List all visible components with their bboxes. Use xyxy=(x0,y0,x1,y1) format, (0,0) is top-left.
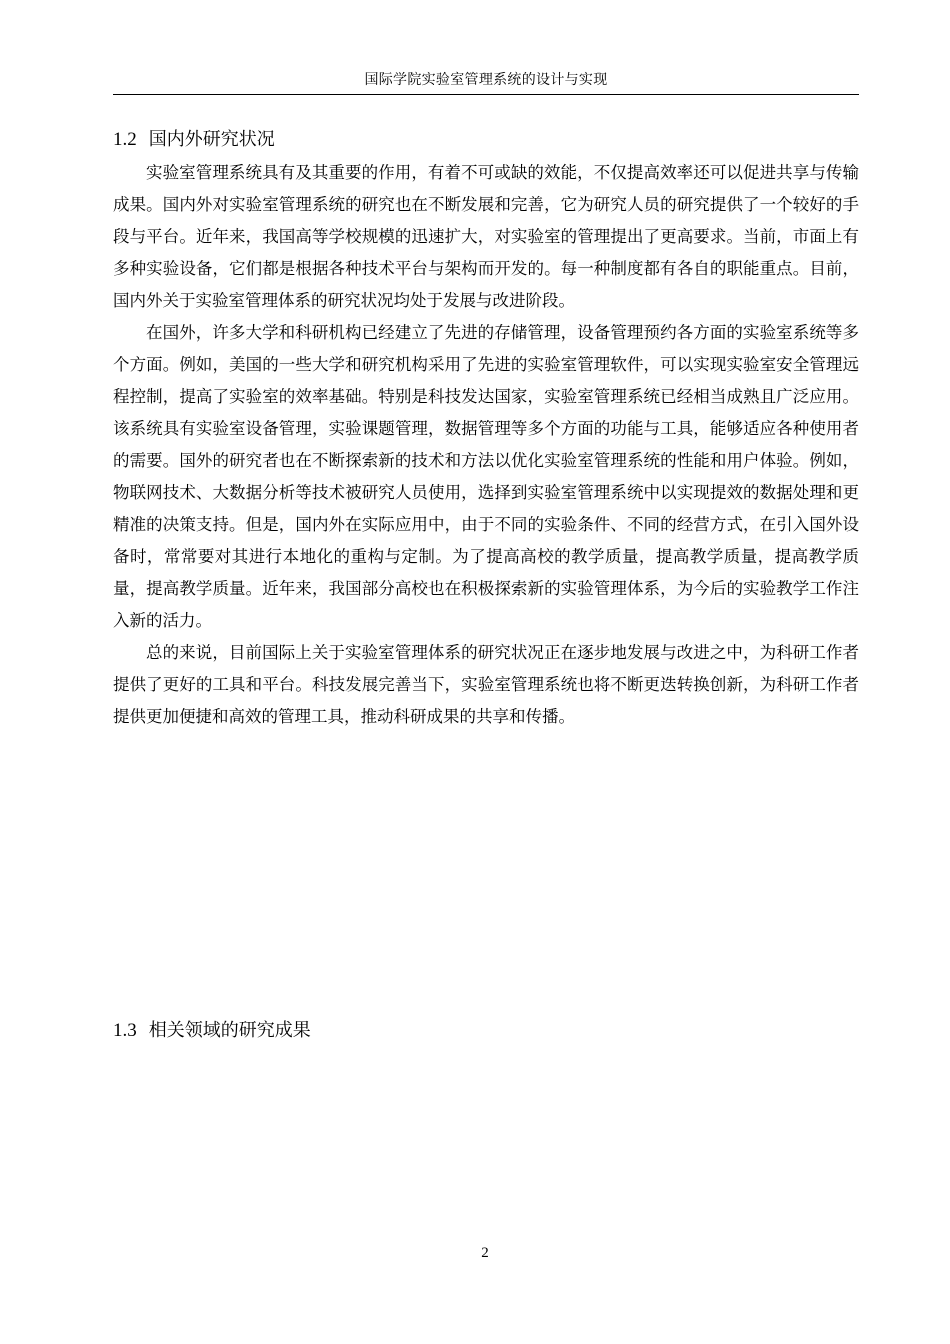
page-number: 2 xyxy=(481,1245,489,1261)
section-body xyxy=(113,157,859,733)
paragraph: 实验室管理系统具有及其重要的作用，有着不可或缺的效能，不仅提高效率还可以促进共享与传输成果。国内外对实验室管理系统的研究也在不断发展和完善，它为研究人员的研究提供了一个较好的手段与平台。近年来，我国高等学校规模的迅速扩大，对实验室的管理提出了更高要求。当前，市面上有多种实验设备，它们都是根据各种技术平台与架构而开发的。每一种制度都有各自的职能重点。目前，国内外关于实验室管理体系的研究状况均处于发展与改进阶段。 xyxy=(113,163,859,310)
section-title: 国内外研究状况 xyxy=(148,129,275,150)
paragraph: 在国外，许多大学和科研机构已经建立了先进的存储管理，设备管理预约各方面的实验室系统等多个方面。例如，美国的一些大学和研究机构采用了先进的实验室管理软件，可以实现实验室安全管理远程控制，提高了实验室的效率基础。特别是科技发达国家，实验室管理系统已经相当成熟且广泛应用。该系统具有实验室设备管理，实验课题管理，数据管理等多个方面的功能与工具，能够适应各种使用者的需要。国外的研究者也在不断探索新的技术和方法以优化实验室管理系统的性能和用户体验。例如，物联网技术、大数据分析等技术被研究人员使用，选择到实验室管理系统中以实现提效的数据处理和更精准的决策支持。但是，国内外在实际应用中，由于不同的实验条件、不同的经营方式，在引入国外设备时，常常要对其进行本地化的重构与定制。为了提高高校的教学质量，提高教学质量，提高教学质量，提高教学质量。近年来，我国部分高校也在积极探索新的实验管理体系，为今后的实验教学工作注入新的活力。 xyxy=(113,323,859,630)
section-heading-1-3 xyxy=(113,1018,311,1044)
section-title: 相关领域的研究成果 xyxy=(148,1020,311,1041)
section-heading-1-2 xyxy=(113,127,275,153)
running-header: 国际学院实验室管理系统的设计与实现 xyxy=(364,72,608,88)
section-number: 1.2 xyxy=(113,129,137,150)
section-number: 1.3 xyxy=(113,1020,137,1041)
paragraph: 总的来说，目前国际上关于实验室管理体系的研究状况正在逐步地发展与改进之中，为科研工作者提供了更好的工具和平台。科技发展完善当下，实验室管理系统也将不断更迭转换创新，为科研工作者提供更加便捷和高效的管理工具，推动科研成果的共享和传播。 xyxy=(113,643,859,726)
header-rule xyxy=(113,94,859,95)
